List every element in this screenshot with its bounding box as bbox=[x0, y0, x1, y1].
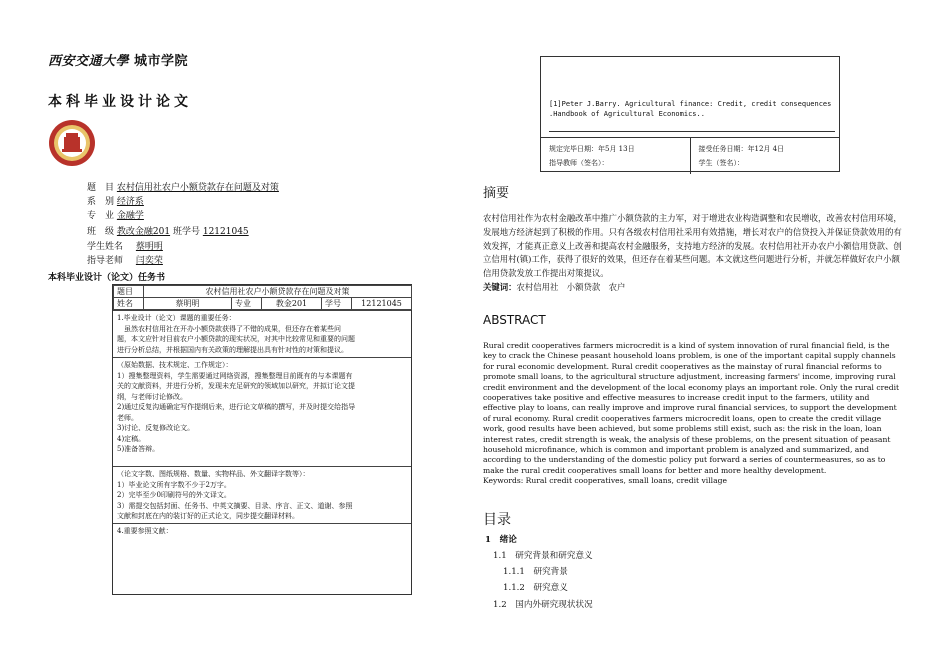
deadline-cell: 规定完毕日期：年5月 13日 指导教师（签名）： bbox=[541, 138, 690, 174]
keywords-cn: 农村信用社 小额贷款 农户 bbox=[516, 281, 626, 292]
task-id-label: 学号 bbox=[322, 298, 352, 310]
accept-cell: 接受任务日期：年12月 4日 学生（签名）： bbox=[698, 145, 785, 167]
toc-item: 1.2 国内外研究现状状况 bbox=[493, 600, 593, 610]
info-class-row: 班 级 教改金融201 班学号 12121045 bbox=[87, 227, 249, 237]
reference-box bbox=[540, 56, 840, 172]
keywords-en: Keywords: Rural credit cooperatives, small loans, credit village bbox=[483, 476, 727, 486]
task-section-3: （论文字数、图纸规格、数量、实物样品、外文翻译字数等）： 1）毕业论文所有字数不少于2万字。 2）完毕至少0印刷符号的外文译文。 3）需提交包括封面、任务书、中英文摘要、目录、序言、正文、道谢、参照 文献和封底在内的装订好的正式论文，同步提交翻译材料。 bbox=[113, 466, 411, 523]
college-name: 城市学院 bbox=[134, 54, 189, 69]
toc-item: 1.1 研究背景和研究意义 bbox=[493, 551, 593, 561]
info-advisor-row: 指导老师 闫奕荣 bbox=[87, 256, 163, 266]
info-department-row: 系 别 经济系 bbox=[87, 197, 144, 207]
abstract-en-title: ABSTRACT bbox=[483, 313, 546, 327]
task-title-value: 农村信用社农户小额贷款存在问题及对策 bbox=[144, 286, 412, 298]
task-section-4: 4.重要参照文献： bbox=[113, 523, 411, 594]
toc-item: 1 绪论 bbox=[485, 535, 517, 545]
university-brand bbox=[48, 50, 188, 69]
task-section-1: 1.毕业设计（论文）课题的重要任务： 虽然农村信用社在开办小额贷款获得了不错的成果，但还存在着某些问 题，本文应针对目前农户小额贷款的现实状况，对其中比较常见和重要的问题 进行分析总结，并根据国内有关政策的理解提出具有针对性的对策和提议。 bbox=[113, 310, 411, 357]
task-name-value: 蔡明明 bbox=[144, 298, 232, 310]
task-major-value: 教金201 bbox=[262, 298, 322, 310]
student-signature: 学生（签名）： bbox=[698, 159, 744, 167]
task-book-table bbox=[112, 284, 412, 595]
advisor-signature: 指导教师（签名）： bbox=[549, 159, 609, 167]
university-script-logo: 西安交通大學 bbox=[48, 54, 130, 69]
thesis-heading: 本科毕业设计论文 bbox=[48, 94, 192, 110]
keywords-cn-label: 关键词： bbox=[483, 281, 517, 292]
toc-title: 目录 bbox=[483, 512, 511, 528]
toc-item: 1.1.2 研究意义 bbox=[503, 583, 568, 593]
reference-entry: [1]Peter J.Barry. Agricultural finance: Credit, credit consequences .Handbook of Agricultural Economics.. bbox=[549, 100, 832, 118]
task-section-2: （原始数据、技术规定、工作规定）： 1）搜集整理资料，学生需要通过网络资源，搜集整理目前既有的与本课题有 关的文献资料，并进行分析，发现未充足研究的领域加以研究，并拟订论文提 纲，与老师讨论修改。 2)通过反复沟通确定写作提纲后来，进行论文草稿的撰写，并及时提交给指导 老师。 3)讨论、反复修改论文。 4)定稿。 5)准备答辩。 bbox=[113, 357, 411, 466]
task-title-label: 题目 bbox=[114, 286, 144, 298]
info-major-row: 专 业 金融学 bbox=[87, 211, 144, 221]
task-name-label: 姓名 bbox=[114, 298, 144, 310]
abstract-cn-body: 农村信用社作为农村金融改革中推广小额贷款的主力军，对于增进农业构造调整和农民增收，改善农村信用环境，发展地方经济起到了积极的作用。只有各级农村信用社采用有效措施，增长对农户的信贷投入并保证贷款效用的有效发挥，才能真正意义上改善和提高农村金融服务，支持地方经济的发展。农村信用社开办农户小额信用贷款、创立信用村(镇)工作，获得了很好的效果，但还存在着某些问题。本文就这些问题进行分析，并就怎样做好农户小额信用贷款发放工作提出对策提议。 关键词：农村信用社 小额贷款 农户 bbox=[483, 213, 902, 292]
task-major-label: 专业 bbox=[232, 298, 262, 310]
date-signature-grid bbox=[541, 137, 839, 174]
reference-divider bbox=[549, 131, 835, 132]
info-student-row: 学生姓名 蔡明明 bbox=[87, 242, 163, 252]
info-title-row: 题 目 农村信用社农户小额贷款存在问题及对策 bbox=[87, 183, 279, 193]
task-book-heading: 本科毕业设计（论文）任务书 bbox=[48, 273, 166, 283]
task-id-value: 12121045 bbox=[352, 298, 412, 310]
toc-item: 1.1.1 研究背景 bbox=[503, 567, 568, 577]
university-emblem-icon bbox=[48, 119, 96, 167]
abstract-cn-title: 摘要 bbox=[483, 186, 510, 201]
abstract-en-body: Rural credit cooperatives farmers microcredit is a kind of system innovation of rural financial field, is the key to crack the Chinese peasant household loans problem, is one of the important capital supply channels for rural economic development. Rural credit cooperatives as the mainstay of rural financial reforms to promote small loans, to the agricultural structure adjustment, increasing farmers' income, improving rural credit environment and the development of the local economy plays an important role. Only the rural credit cooperatives take positive and effective measures to increase credit input to the farmers, utility and effective play to loans, can really improve and improve rural financial services, to support the development of rural economy. Rural credit cooperatives farmers microcredit loans, open to create the credit village work, good results have been achieved, but some problems still exist, such as: the risk in the loan, loan interest rates, credit strength is weak, the analysis of these problems, on the present situation of peasant household microfinance, which is common and important problem is analyzed and summarized, and according to the understanding of the domestic policy put forward a series of countermeasures, so as to make the rural credit cooperatives small loans for better and more healthy development. Keywords: Rural credit cooperatives, small loans, credit village bbox=[483, 341, 900, 486]
